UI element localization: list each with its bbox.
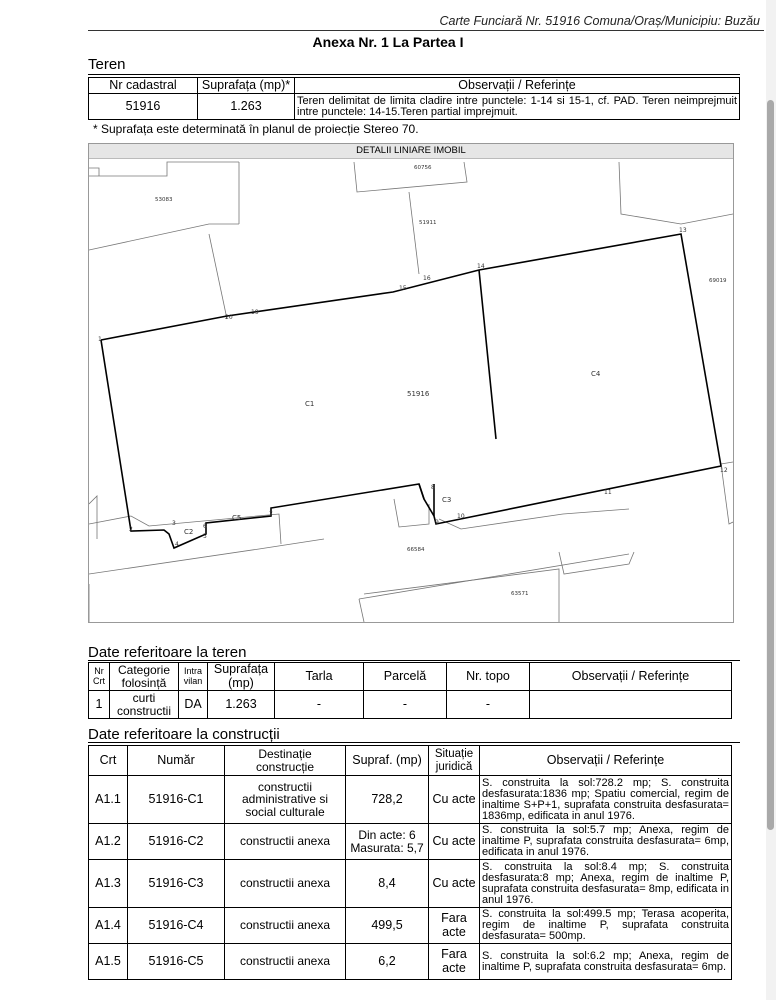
- col-tarla: Tarla: [275, 663, 364, 691]
- constructii-table: [88, 745, 732, 980]
- col-nr-crt: Nr Crt: [89, 663, 110, 691]
- point-16: 16: [423, 275, 431, 282]
- plan-title: DETALII LINIARE IMOBIL: [89, 144, 733, 159]
- table-row: [89, 824, 732, 860]
- table-row: [89, 860, 732, 908]
- building-c4-label: C4: [591, 370, 601, 378]
- date-constructii-divider: [88, 742, 740, 743]
- point-2: 2: [129, 526, 133, 533]
- date-teren-table: [88, 662, 732, 719]
- cell-destinatie: constructii anexa: [225, 908, 346, 944]
- cell-crt: A1.4: [89, 908, 128, 944]
- building-c5-label: C5: [232, 514, 242, 522]
- building-c3-label: C3: [442, 496, 452, 504]
- cell-situatie: Cu acte: [429, 860, 480, 908]
- col-crt: Crt: [89, 746, 128, 776]
- cell-supraf: 8,4: [346, 860, 429, 908]
- scrollbar-thumb[interactable]: [767, 100, 774, 830]
- cell-numar: 51916-C4: [128, 908, 225, 944]
- cell-intravilan: DA: [179, 691, 208, 719]
- cell-categorie: curti constructii: [110, 691, 179, 719]
- date-constructii-section-title: Date referitoare la construcții: [88, 726, 280, 743]
- cell-situatie: Fara acte: [429, 944, 480, 980]
- table-row: [89, 776, 732, 824]
- point-19: 19: [251, 309, 259, 316]
- col-suprafata-teren: Suprafața (mp): [208, 663, 275, 691]
- point-20: 20: [225, 314, 233, 321]
- cell-tarla: -: [275, 691, 364, 719]
- cell-destinatie: constructii anexa: [225, 944, 346, 980]
- point-7: 7: [269, 511, 273, 518]
- col-observatii: Observații / Referințe: [295, 78, 740, 94]
- point-12: 12: [720, 467, 728, 474]
- point-13: 13: [679, 227, 687, 234]
- cell-suprafata-teren: 1.263: [208, 691, 275, 719]
- table-row: [89, 908, 732, 944]
- cell-nr-topo: -: [447, 691, 530, 719]
- cell-observatii: Teren delimitat de limita cladire intre punctele: 1-14 si 15-1, cf. PAD. Teren neimprejmuit intre punctele: 14-15.Teren partial imprejmuit.: [295, 94, 740, 120]
- cell-numar: 51916-C1: [128, 776, 225, 824]
- cell-destinatie: constructii anexa: [225, 860, 346, 908]
- building-c2-label: C2: [184, 528, 194, 536]
- cell-supraf: 499,5: [346, 908, 429, 944]
- point-9: 9: [435, 519, 439, 526]
- neighbor-51911: 51911: [419, 220, 437, 226]
- cell-obs: S. construita la sol:728.2 mp; S. construita desfasurata:1836 mp; Spatiu comercial, regim de inaltime S+P+1, suprafata construita desfasurata= 1836mp, edificata in anul 1976.: [480, 776, 732, 824]
- cell-supraf: 728,2: [346, 776, 429, 824]
- point-1: 1: [98, 336, 102, 343]
- col-observatii-teren: Observații / Referințe: [530, 663, 732, 691]
- teren-table: [88, 77, 740, 120]
- table-row: [89, 944, 732, 980]
- cell-destinatie: constructii anexa: [225, 824, 346, 860]
- point-5: 5: [203, 533, 207, 540]
- point-labels: [98, 227, 728, 548]
- neighbor-60756: 60756: [414, 165, 432, 171]
- cell-situatie: Cu acte: [429, 776, 480, 824]
- cell-supraf: 6,2: [346, 944, 429, 980]
- cell-situatie: Cu acte: [429, 824, 480, 860]
- point-15: 15: [399, 285, 407, 292]
- point-6: 6: [203, 523, 207, 530]
- point-4: 4: [175, 541, 179, 548]
- cell-crt: A1.1: [89, 776, 128, 824]
- col-intravilan: Intra vilan: [179, 663, 208, 691]
- col-observatii-constructii: Observații / Referințe: [480, 746, 732, 776]
- cell-obs: S. construita la sol:6.2 mp; Anexa, regim de inaltime P, suprafata construita desfasurata= 6mp.: [480, 944, 732, 980]
- neighbor-63571: 63571: [511, 591, 529, 597]
- neighbor-69019: 69019: [709, 278, 727, 284]
- col-parcela: Parcelă: [364, 663, 447, 691]
- col-nr-cadastral: Nr cadastral: [89, 78, 198, 94]
- cell-supraf: Din acte: 6 Masurata: 5,7: [346, 824, 429, 860]
- cell-nr: 1: [89, 691, 110, 719]
- building-c1-label: C1: [305, 400, 315, 408]
- col-numar: Număr: [128, 746, 225, 776]
- point-10: 10: [457, 513, 465, 520]
- cell-numar: 51916-C3: [128, 860, 225, 908]
- cell-crt: A1.2: [89, 824, 128, 860]
- point-8: 8: [431, 484, 435, 491]
- col-situatie: Situație juridică: [429, 746, 480, 776]
- col-categorie: Categorie folosință: [110, 663, 179, 691]
- parcel-plan-svg: [89, 144, 733, 622]
- header-divider: [88, 30, 764, 31]
- parcel-label: 51916: [407, 390, 430, 398]
- plan-drawing: [88, 143, 734, 623]
- cell-numar: 51916-C5: [128, 944, 225, 980]
- projection-note: * Suprafața este determinată în planul de proiecție Stereo 70.: [93, 122, 419, 136]
- cell-obs: S. construita la sol:499.5 mp; Terasa acoperita, regim de inaltime P, suprafata construita desfasurata= 500mp.: [480, 908, 732, 944]
- cell-nr-cadastral: 51916: [89, 94, 198, 120]
- point-11: 11: [604, 489, 612, 496]
- teren-section-title: Teren: [88, 56, 126, 73]
- carte-funciara-header: Carte Funciară Nr. 51916 Comuna/Oraș/Municipiu: Buzău: [439, 14, 760, 28]
- point-3: 3: [172, 520, 176, 527]
- neighbor-53083: 53083: [155, 197, 173, 203]
- teren-section-divider: [88, 74, 740, 75]
- cell-observatii-teren: [530, 691, 732, 719]
- annex-title: Anexa Nr. 1 La Partea I: [312, 34, 464, 50]
- date-teren-section-title: Date referitoare la teren: [88, 644, 247, 661]
- cell-crt: A1.5: [89, 944, 128, 980]
- plan-labels: [155, 165, 727, 597]
- cell-suprafata: 1.263: [198, 94, 295, 120]
- date-teren-divider: [88, 660, 740, 661]
- col-nr-topo: Nr. topo: [447, 663, 530, 691]
- col-suprafata: Suprafața (mp)*: [198, 78, 295, 94]
- cell-crt: A1.3: [89, 860, 128, 908]
- col-supraf: Supraf. (mp): [346, 746, 429, 776]
- cell-obs: S. construita la sol:5.7 mp; Anexa, regim de inaltime P, suprafata construita desfasurata= 6mp, edificata in anul 1976.: [480, 824, 732, 860]
- cell-parcela: -: [364, 691, 447, 719]
- neighbor-66584: 66584: [407, 547, 425, 553]
- point-14: 14: [477, 263, 485, 270]
- cell-numar: 51916-C2: [128, 824, 225, 860]
- cell-obs: S. construita la sol:8.4 mp; S. construita desfasurata:8 mp; Anexa, regim de inaltime P, suprafata construita desfasurata= 8mp, edificata in anul 1976.: [480, 860, 732, 908]
- cell-situatie: Fara acte: [429, 908, 480, 944]
- col-destinatie: Destinație construcție: [225, 746, 346, 776]
- cell-destinatie: constructii administrative si social culturale: [225, 776, 346, 824]
